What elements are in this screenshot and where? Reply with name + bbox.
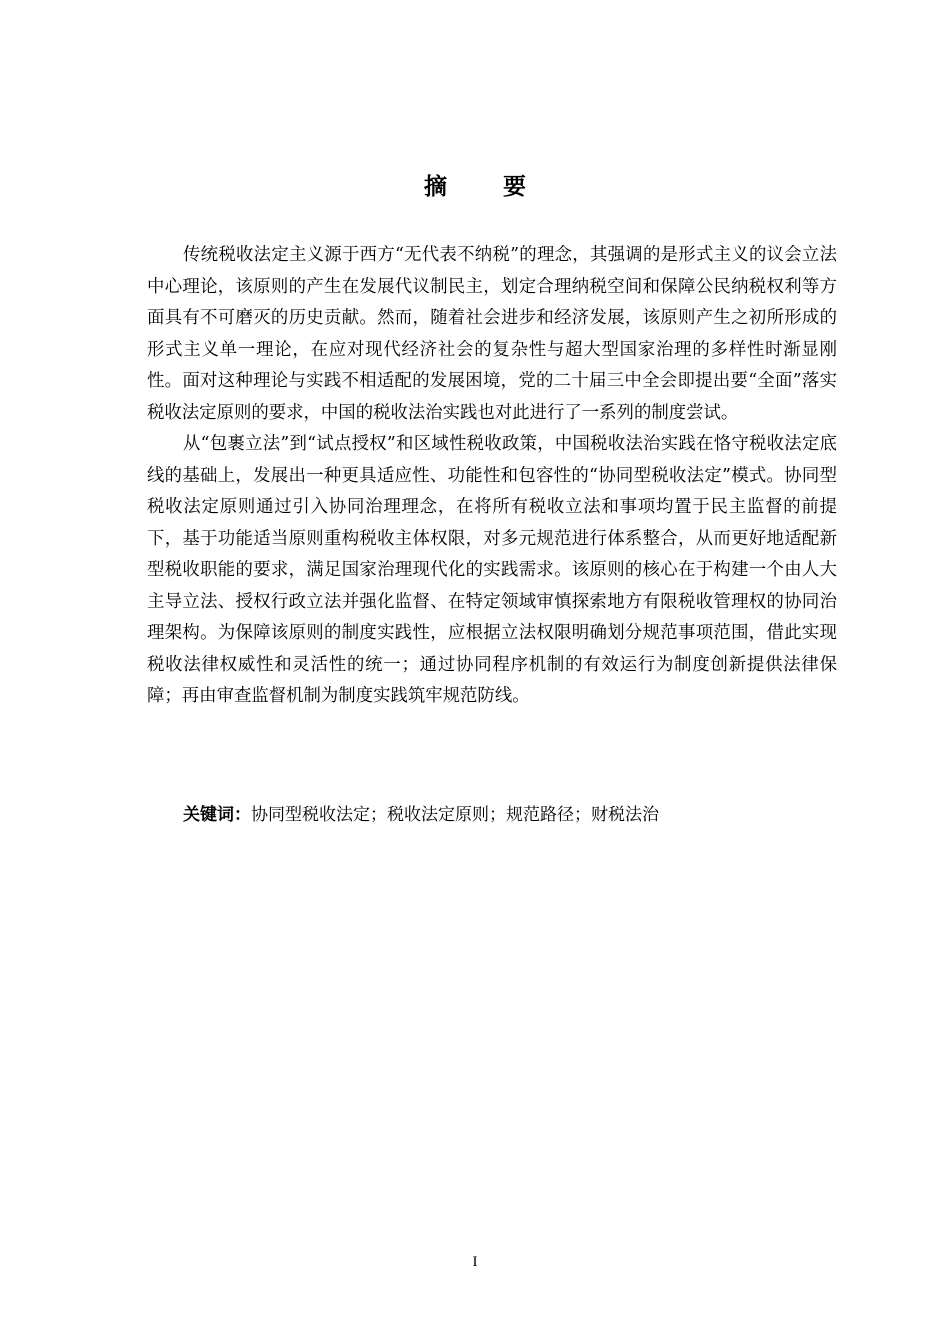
keywords-label: 关键词： xyxy=(183,805,251,825)
keywords-line xyxy=(183,800,843,830)
abstract-paragraph-2: 从“包裹立法”到“试点授权”和区域性税收政策，中国税收法治实践在恪守税收法定底线的基础上，发展出一种更具适应性、功能性和包容性的“协同型税收法定”模式。协同型税收法定原则通过引入协同治理理念，在将所有税收立法和事项均置于民主监督的前提下，基于功能适当原则重构税收主体权限，对多元规范进行体系整合，从而更好地适配新型税收职能的要求，满足国家治理现代化的实践需求。该原则的核心在于构建一个由人大主导立法、授权行政立法并强化监督、在特定领域审慎探索地方有限税收管理权的协同治理架构。为保障该原则的制度实践性，应根据立法权限明确划分规范事项范围，借此实现税收法律权威性和灵活性的统一；通过协同程序机制的有效运行为制度创新提供法律保障；再由审查监督机制为制度实践筑牢规范防线。 xyxy=(147,434,837,706)
page-number: I xyxy=(472,1254,478,1270)
abstract-paragraph-1: 传统税收法定主义源于西方“无代表不纳税”的理念，其强调的是形式主义的议会立法中心理论，该原则的产生在发展代议制民主，划定合理纳税空间和保障公民纳税权利等方面具有不可磨灭的历史贡献。然而，随着社会进步和经济发展，该原则产生之初所形成的形式主义单一理论，在应对现代经济社会的复杂性与超大型国家治理的多样性时渐显刚性。面对这种理论与实践不相适配的发展困境，党的二十届三中全会即提出要“全面”落实税收法定原则的要求，中国的税收法治实践也对此进行了一系列的制度尝试。 xyxy=(147,245,837,423)
keywords-text: 协同型税收法定；税收法定原则；规范路径；财税法治 xyxy=(251,805,659,825)
page-title: 摘 要 xyxy=(423,174,550,200)
abstract-body xyxy=(147,240,837,713)
